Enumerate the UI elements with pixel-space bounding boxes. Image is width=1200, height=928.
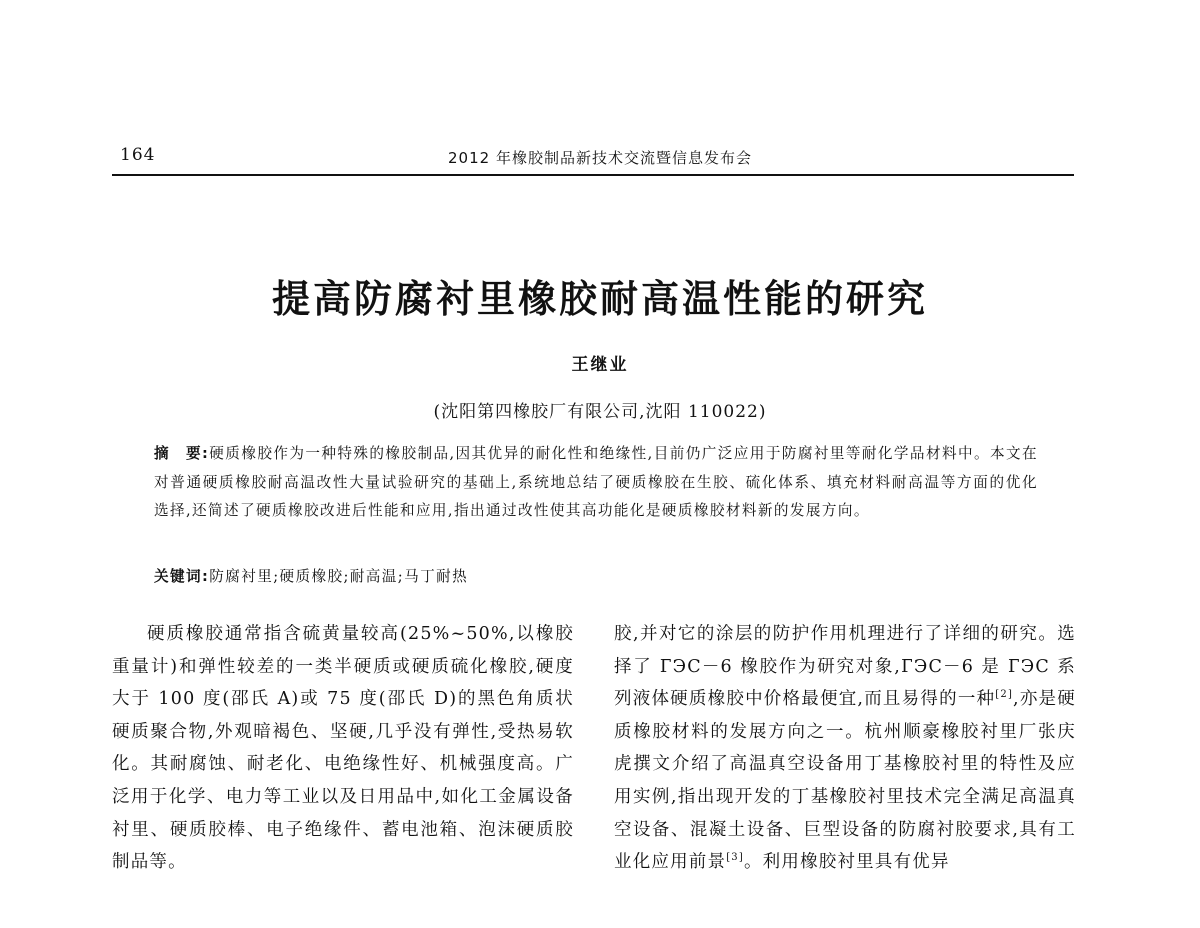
abstract-label: 摘 要: [154, 445, 210, 462]
paragraph [614, 618, 1076, 879]
abstract-text: 硬质橡胶作为一种特殊的橡胶制品,因其优异的耐化性和绝缘性,目前仍广泛应用于防腐衬里等耐化学品材料中。本文在对普通硬质橡胶耐高温改性大量试验研究的基础上,系统地总结了硬质橡胶在生胶、硫化体系、填充材料耐高温等方面的优化选择,还简述了硬质橡胶改进后性能和应用,指出通过改性使其高功能化是硬质橡胶材料新的发展方向。 [154, 445, 1039, 519]
reference-marker: [3] [726, 852, 744, 864]
paragraph-text: 胶,并对它的涂层的防护作用机理进行了详细的研究。选择了 ГЭС－6 橡胶作为研究对象,ГЭС－6 是 ГЭС 系列液体硬质橡胶中价格最便宜,而且易得的一种 [614, 624, 1076, 710]
header-rule [112, 174, 1074, 176]
keywords-text: 防腐衬里;硬质橡胶;耐高温;马丁耐热 [209, 568, 469, 585]
body-column-right [614, 618, 1076, 879]
affiliation: (沈阳第四橡胶厂有限公司,沈阳 110022) [433, 402, 767, 422]
paper-title: 提高防腐衬里橡胶耐高温性能的研究 [271, 277, 928, 321]
paragraph-text: 。利用橡胶衬里具有优异 [743, 852, 950, 873]
abstract [154, 440, 1038, 526]
keywords [154, 563, 1038, 591]
body-column-left [112, 618, 574, 879]
author-name: 王继业 [571, 355, 629, 375]
page-number: 164 [120, 145, 156, 165]
running-header: 2012 年橡胶制品新技术交流暨信息发布会 [448, 149, 752, 167]
reference-marker: [2] [995, 689, 1014, 701]
keywords-label: 关键词: [154, 568, 210, 585]
paragraph: 硬质橡胶通常指含硫黄量较高(25%~50%,以橡胶重量计)和弹性较差的一类半硬质或硬质硫化橡胶,硬度大于 100 度(邵氏 A)或 75 度(邵氏 D)的黑色角质状硬质聚合物,外观暗褐色、坚硬,几乎没有弹性,受热易软化。其耐腐蚀、耐老化、电绝缘性好、机械强度高。广泛用于化学、电力等工业以及日用品中,如化工金属设备衬里、硬质胶棒、电子绝缘件、蓄电池箱、泡沫硬质胶制品等。 [112, 624, 574, 873]
paragraph-text: ,亦是硬质橡胶材料的发展方向之一。杭州顺豪橡胶衬里厂张庆虎撰文介绍了高温真空设备用丁基橡胶衬里的特性及应用实例,指出现开发的丁基橡胶衬里技术完全满足高温真空设备、混凝土设备、巨型设备的防腐衬胶要求,具有工业化应用前景 [614, 689, 1076, 873]
